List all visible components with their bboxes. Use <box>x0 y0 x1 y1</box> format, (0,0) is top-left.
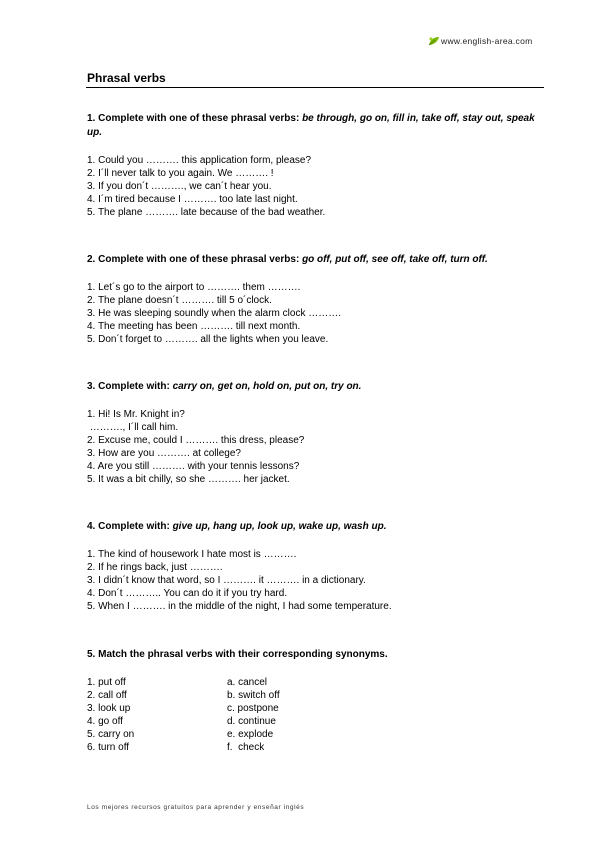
exercise-line: 5. When I ………. in the middle of the night, I had some temperature. <box>87 601 392 612</box>
site-url[interactable]: www.english-area.com <box>441 36 533 46</box>
match-verb: 5. carry on <box>87 729 135 740</box>
match-row <box>87 715 547 728</box>
exercise-instruction: 5. Match the phrasal verbs with their corresponding synonyms. <box>87 649 388 660</box>
exercise-section-3 <box>87 380 547 486</box>
exercise-instruction: 1. Complete with one of these phrasal verbs: be through, go on, fill in, take off, stay out, speak up. <box>87 113 535 138</box>
match-verb: 6. turn off <box>87 742 130 753</box>
exercise-section-5 <box>87 648 547 754</box>
match-row <box>87 741 547 754</box>
page-footer: Los mejores recursos gratuitos para aprender y enseñar inglés <box>87 804 305 811</box>
match-synonym: f. check <box>227 742 265 753</box>
matching-table <box>87 676 547 754</box>
match-row <box>87 702 547 715</box>
match-verb: 2. call off <box>87 690 127 701</box>
exercise-instruction: 4. Complete with: give up, hang up, look up, wake up, wash up. <box>87 521 387 532</box>
verb-list: give up, hang up, look up, wake up, wash up. <box>172 521 387 532</box>
match-row <box>87 728 547 741</box>
page-title: Phrasal verbs <box>87 71 166 85</box>
verb-list: be through, go on, fill in, take off, stay out, speak up. <box>87 113 535 138</box>
exercise-line: 1. Let´s go to the airport to ………. them ………. <box>87 282 301 293</box>
match-synonym: e. explode <box>227 729 274 740</box>
match-verb: 1. put off <box>87 677 126 688</box>
exercise-line: 2. If he rings back, just ………. <box>87 562 223 573</box>
exercise-line: ………., I´ll call him. <box>87 422 179 433</box>
verb-list: go off, put off, see off, take off, turn off. <box>302 254 488 265</box>
match-synonym: d. continue <box>227 716 276 727</box>
exercise-line: 2. I´ll never talk to you again. We ………. ! <box>87 168 274 179</box>
match-row <box>87 676 547 689</box>
exercise-line: 3. If you don´t ………., we can´t hear you. <box>87 181 272 192</box>
exercise-instruction: 2. Complete with one of these phrasal verbs: go off, put off, see off, take off, turn off. <box>87 254 488 265</box>
exercise-line: 4. Are you still ………. with your tennis lessons? <box>87 461 300 472</box>
exercise-line: 5. Don´t forget to ………. all the lights when you leave. <box>87 334 329 345</box>
match-synonym: b. switch off <box>227 690 280 701</box>
exercise-line: 5. The plane ………. late because of the bad weather. <box>87 207 326 218</box>
exercise-instruction: 3. Complete with: carry on, get on, hold on, put on, try on. <box>87 381 362 392</box>
exercise-line: 2. The plane doesn´t ………. till 5 o´clock. <box>87 295 272 306</box>
title-divider <box>86 87 544 88</box>
exercise-line: 1. Hi! Is Mr. Knight in? <box>87 409 185 420</box>
exercise-line: 3. I didn´t know that word, so I ………. it ………. in a dictionary. <box>87 575 366 586</box>
exercise-line: 3. How are you ………. at college? <box>87 448 241 459</box>
exercise-section-2 <box>87 253 547 346</box>
exercise-line: 3. He was sleeping soundly when the alarm clock ………. <box>87 308 342 319</box>
match-synonym: a. cancel <box>227 677 268 688</box>
exercise-line: 4. Don´t ……….. You can do it if you try hard. <box>87 588 288 599</box>
match-row <box>87 689 547 702</box>
exercise-line: 4. I´m tired because I ………. too late last night. <box>87 194 298 205</box>
verb-list: carry on, get on, hold on, put on, try on. <box>172 381 362 392</box>
exercise-line: 1. Could you ………. this application form, please? <box>87 155 311 166</box>
exercise-line: 1. The kind of housework I hate most is ………. <box>87 549 297 560</box>
exercise-line: 5. It was a bit chilly, so she ………. her jacket. <box>87 474 290 485</box>
exercise-line: 2. Excuse me, could I ………. this dress, please? <box>87 435 305 446</box>
leaf-logo-icon <box>428 36 440 46</box>
match-synonym: c. postpone <box>227 703 279 714</box>
exercise-section-1 <box>87 112 547 219</box>
exercise-line: 4. The meeting has been ………. till next month. <box>87 321 301 332</box>
site-header <box>428 36 533 46</box>
match-verb: 3. look up <box>87 703 131 714</box>
exercise-section-4 <box>87 520 547 613</box>
match-verb: 4. go off <box>87 716 123 727</box>
